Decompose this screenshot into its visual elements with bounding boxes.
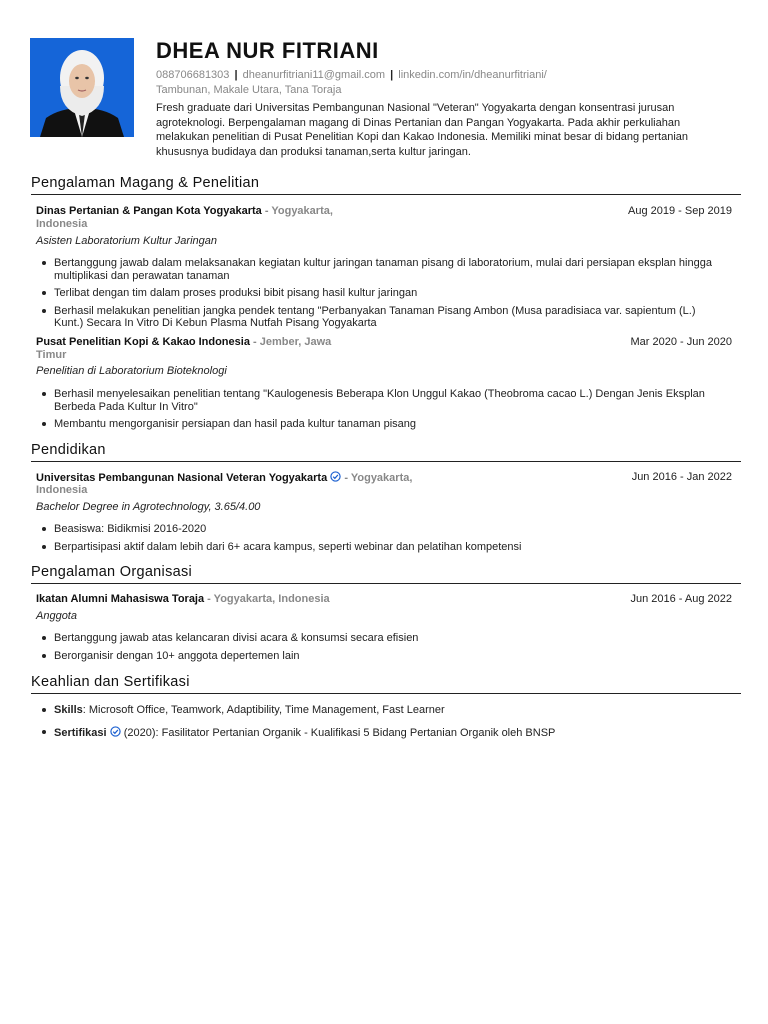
certification-label: Sertifikasi <box>54 726 107 739</box>
email-link[interactable]: dheanurfitriani11@gmail.com <box>242 69 386 81</box>
list-item: Terlibat dengan tim dalam proses produksi bibit pisang hasil kultur jaringan <box>54 287 724 300</box>
entry-location-sep: - <box>341 472 351 484</box>
entry-role: Asisten Laboratorium Kultur Jaringan <box>36 235 217 247</box>
entry-location-line2: Indonesia <box>36 484 88 496</box>
section-title-education: Pendidikan <box>31 442 741 462</box>
entry-date: Jun 2016 - Aug 2022 <box>630 593 732 605</box>
section-title-skills: Keahlian dan Sertifikasi <box>31 674 741 694</box>
contact-separator: | <box>234 69 238 81</box>
list-item: Berorganisir dengan 10+ anggota depertemen lain <box>54 650 744 663</box>
list-item: Bertanggung jawab atas kelancaran divisi acara & konsumsi secara efisien <box>54 632 744 645</box>
contact-line <box>156 68 547 83</box>
entry-bullets <box>54 388 744 436</box>
entry-org: Ikatan Alumni Mahasiswa Toraja <box>36 593 205 605</box>
list-item: Bertanggung jawab dalam melaksanakan kegiatan kultur jaringan tanaman pisang di laboratorium, mulai dari persiapan eksplan hingga multiplikasi dan perawatan tanaman <box>54 257 724 282</box>
entry-date: Jun 2016 - Jan 2022 <box>631 471 732 483</box>
entry-date: Aug 2019 - Sep 2019 <box>628 205 732 217</box>
list-item: Berpartisipasi aktif dalam lebih dari 6+ acara kampus, seperti webinar dan pelatihan kompetensi <box>54 541 744 554</box>
entry-org: Dinas Pertanian & Pangan Kota Yogyakarta <box>36 205 262 217</box>
skills-item <box>54 704 744 717</box>
phone-number[interactable]: 088706681303 <box>156 69 230 81</box>
skills-label: Skills <box>54 704 83 716</box>
entry-role: Penelitian di Laboratorium Bioteknologi <box>36 365 227 377</box>
entry-location: - Yogyakarta, Indonesia <box>204 593 330 605</box>
linkedin-link[interactable]: linkedin.com/in/dheanurfitriani/ <box>398 69 547 81</box>
entry-date: Mar 2020 - Jun 2020 <box>630 336 732 348</box>
list-item: Berhasil melakukan penelitian jangka pendek tentang "Perbanyakan Tanaman Pisang Ambon (Musa paradisiaca var. sapientum (L.) Kunt.) Secara In Vitro Di Kebun Plasma Nutfah Pisang Yogyakarta <box>54 305 724 330</box>
list-item: Beasiswa: Bidikmisi 2016-2020 <box>54 523 744 536</box>
candidate-name: DHEA NUR FITRIANI <box>156 38 379 63</box>
verified-check-icon <box>110 726 121 737</box>
entry-header-organization <box>36 593 732 605</box>
entry-header-education <box>36 471 732 484</box>
list-item: Berhasil menyelesaikan penelitian tentang "Kaulogenesis Beberapa Klon Unggul Kakao (Theobroma cacao L.) Dengan Jenis Eksplan Berbeda Pada Kultur In Vitro" <box>54 388 744 413</box>
verified-check-icon <box>330 471 341 482</box>
contact-separator: | <box>390 69 394 81</box>
entry-role: Bachelor Degree in Agrotechnology, 3.65/4.00 <box>36 501 261 513</box>
entry-location: Yogyakarta, <box>350 472 413 484</box>
section-title-organization: Pengalaman Organisasi <box>31 564 741 584</box>
certification-item <box>54 726 744 740</box>
entry-bullets <box>54 632 744 667</box>
entry-location-sep: - <box>249 336 260 348</box>
entry-role: Anggota <box>36 610 77 622</box>
entry-location-sep: - <box>261 205 272 217</box>
profile-photo <box>30 38 134 137</box>
entry-header-puslit <box>36 336 732 348</box>
profile-summary: Fresh graduate dari Universitas Pembangunan Nasional "Veteran" Yogyakarta dengan konsentrasi jurusan agroteknologi. Berpengalaman magang di Dinas Pertanian dan Pangan Yogyakarta. Pada akhir perkuliahan melakukan penelitian di Pusat Penelitian Kopi dan Kakao Indonesia. Memiliki minat besar di bidang pertanian khususnya budidaya dan produksi tanaman,serta kultur jaringan. <box>156 102 688 158</box>
entry-location-line2: Indonesia <box>36 218 88 230</box>
entry-header-dinas <box>36 205 732 217</box>
entry-org: Universitas Pembangunan Nasional Veteran Yogyakarta <box>36 472 328 484</box>
entry-bullets <box>54 257 724 335</box>
entry-location: Jember, Jawa <box>259 336 332 348</box>
section-title-internship: Pengalaman Magang & Penelitian <box>31 175 741 195</box>
address: Tambunan, Makale Utara, Tana Toraja <box>156 84 342 96</box>
entry-org: Pusat Penelitian Kopi & Kakao Indonesia <box>36 336 250 348</box>
entry-location-line2: Timur <box>36 349 67 361</box>
list-item: Membantu mengorganisir persiapan dan hasil pada kultur tanaman pisang <box>54 418 744 431</box>
certification-text: (2020): Fasilitator Pertanian Organik - Kualifikasi 5 Bidang Pertanian Organik oleh BNSP <box>120 726 556 739</box>
entry-location: Yogyakarta, <box>271 205 333 217</box>
entry-bullets <box>54 523 744 558</box>
profile-photo-illustration <box>30 38 134 137</box>
skills-list <box>54 704 744 744</box>
skills-text: : Microsoft Office, Teamwork, Adaptibility, Time Management, Fast Learner <box>82 704 445 716</box>
